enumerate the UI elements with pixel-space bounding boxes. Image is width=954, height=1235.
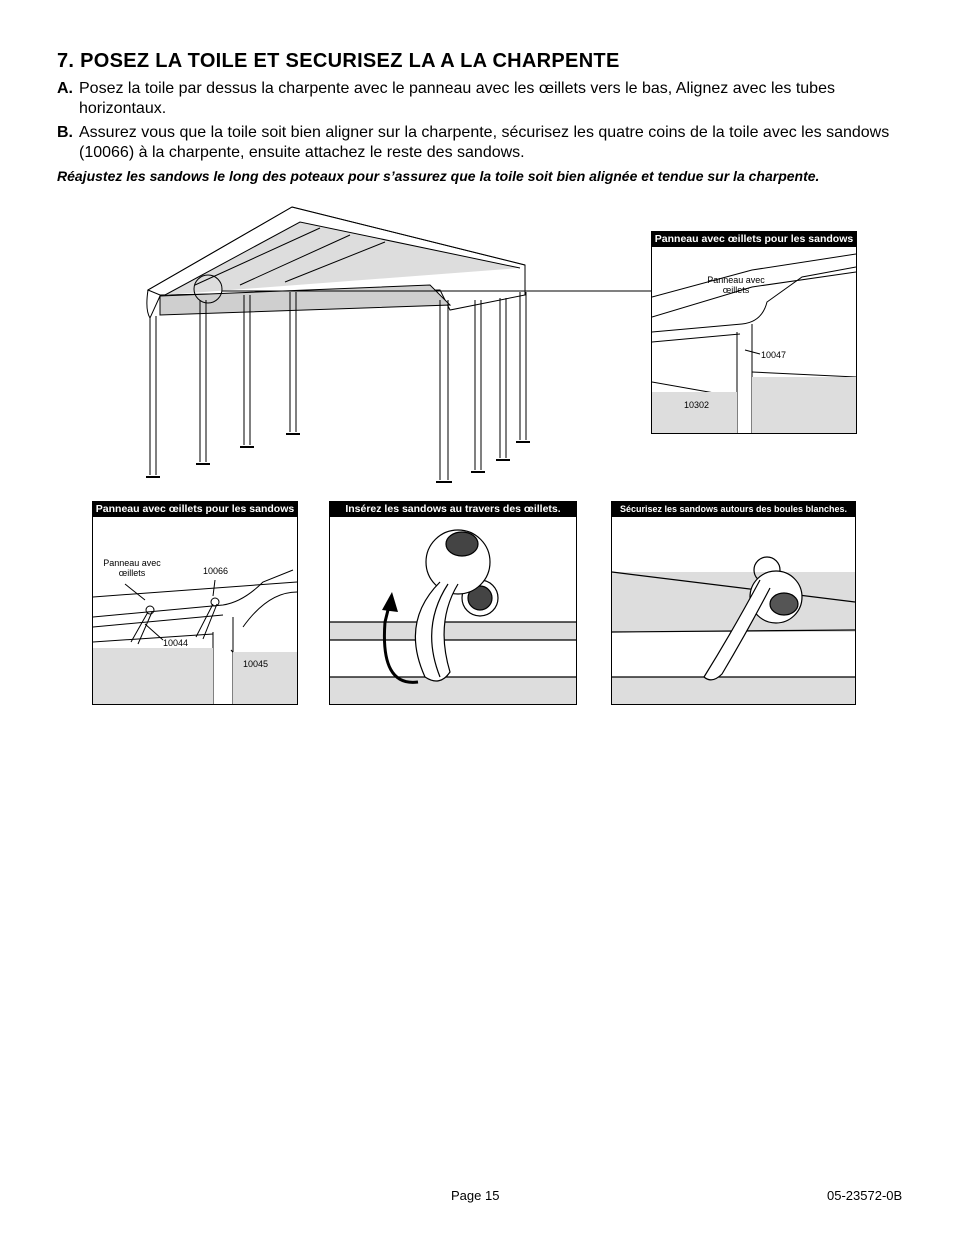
step-b-text: Assurez vous que la toile soit bien aligner sur la charpente, sécurisez les quatre coins de la toile avec les sandows (10066) à la charpente, ensuite attachez le reste des sandows. (79, 124, 890, 161)
step-b-label: B. (57, 124, 73, 141)
detail-top-caption: Panneau avec œillets pour les sandows (652, 232, 856, 247)
detail-2-caption: Insérez les sandows au travers des œillets. (330, 502, 576, 517)
detail-1-part-c: 10045 (243, 659, 269, 669)
step-a-label: A. (57, 80, 73, 97)
detail-1-part-a: 10066 (203, 566, 229, 576)
section-heading: 7. POSEZ LA TOILE ET SECURISEZ LA A LA CHARPENTE (57, 50, 620, 72)
detail-2-drawing (330, 502, 576, 704)
detail-1-panel-label: Panneau avec œillets (103, 558, 161, 578)
detail-top-panel (651, 231, 857, 434)
detail-3-drawing (612, 502, 855, 704)
detail-1-part-b: 10044 (163, 638, 189, 648)
detail-top-part-a: 10047 (761, 350, 787, 360)
adjust-note: Réajustez les sandows le long des poteaux pour s’assurez que la toile soit bien alignée et tendue sur la charpente. (57, 168, 820, 184)
detail-3-panel (611, 501, 856, 705)
detail-3-caption: Sécurisez les sandows autours des boules blanches. (612, 502, 855, 517)
detail-top-drawing (652, 232, 856, 433)
document-number: 05-23572-0B (827, 1188, 903, 1203)
detail-1-drawing (93, 502, 297, 704)
detail-top-panel-label: Panneau avec œillets (707, 275, 765, 295)
detail-2-panel (329, 501, 577, 705)
step-a-text: Posez la toile par dessus la charpente avec le panneau avec les œillets vers le bas, Alignez avec les tubes horizontaux. (79, 80, 835, 117)
detail-1-panel (92, 501, 298, 705)
detail-top-part-b: 10302 (684, 400, 710, 410)
detail-1-caption: Panneau avec œillets pour les sandows (93, 502, 297, 517)
page-number: Page 15 (451, 1188, 500, 1203)
